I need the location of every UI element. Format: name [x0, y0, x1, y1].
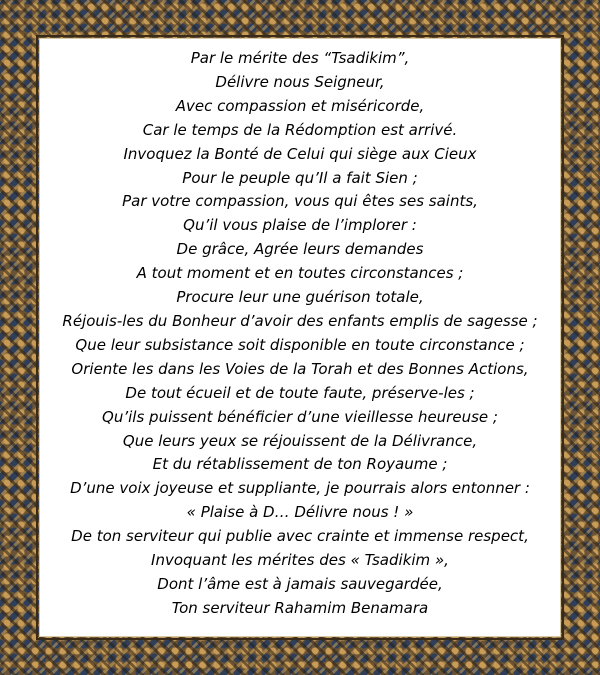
poem-line: Et du rétablissement de ton Royaume ; — [152, 455, 448, 474]
poem-text — [39, 47, 561, 621]
poem-line: Procure leur une guérison totale, — [176, 288, 424, 307]
poem-signature: Ton serviteur Rahamim Benamara — [171, 598, 429, 617]
poem-line: De grâce, Agrée leurs demandes — [176, 240, 424, 259]
poem-line: « Plaise à D… Délivre nous ! » — [186, 503, 414, 522]
poem-line: D’une voix joyeuse et suppliante, je pourrais alors entonner : — [70, 479, 530, 498]
poem-line: Qu’ils puissent bénéficier d’une vieillesse heureuse ; — [102, 407, 498, 426]
poem-line: A tout moment et en toutes circonstances ; — [136, 264, 464, 283]
poem-line: Par votre compassion, vous qui êtes ses saints, — [122, 192, 478, 211]
poem-line: Oriente les dans les Voies de la Torah et des Bonnes Actions, — [71, 359, 529, 378]
poem-line: Avec compassion et miséricorde, — [175, 96, 425, 115]
poem-page — [39, 38, 561, 637]
poem-line: Réjouis-les du Bonheur d’avoir des enfants emplis de sagesse ; — [62, 311, 538, 330]
poem-line: Que leur subsistance soit disponible en toute circonstance ; — [75, 335, 525, 354]
poem-line: Que leurs yeux se réjouissent de la Délivrance, — [122, 431, 478, 450]
poem-line: Par le mérite des “Tsadikim”, — [190, 49, 410, 67]
poem-line: Qu’il vous plaise de l’implorer : — [183, 216, 417, 235]
poem-line: Pour le peuple qu’Il a fait Sien ; — [182, 168, 418, 187]
poem-line: Car le temps de la Rédomption est arrivé. — [142, 120, 458, 139]
poem-line: Invoquant les mérites des « Tsadikim », — [151, 551, 449, 570]
poem-line: De tout écueil et de toute faute, préserve-les ; — [125, 383, 475, 402]
poem-line: Dont l’âme est à jamais sauvegardée, — [157, 574, 443, 593]
poem-line: Délivre nous Seigneur, — [215, 72, 385, 91]
poem-line: De ton serviteur qui publie avec crainte et immense respect, — [71, 527, 529, 546]
poem-line: Invoquez la Bonté de Celui qui siège aux Cieux — [123, 144, 477, 163]
